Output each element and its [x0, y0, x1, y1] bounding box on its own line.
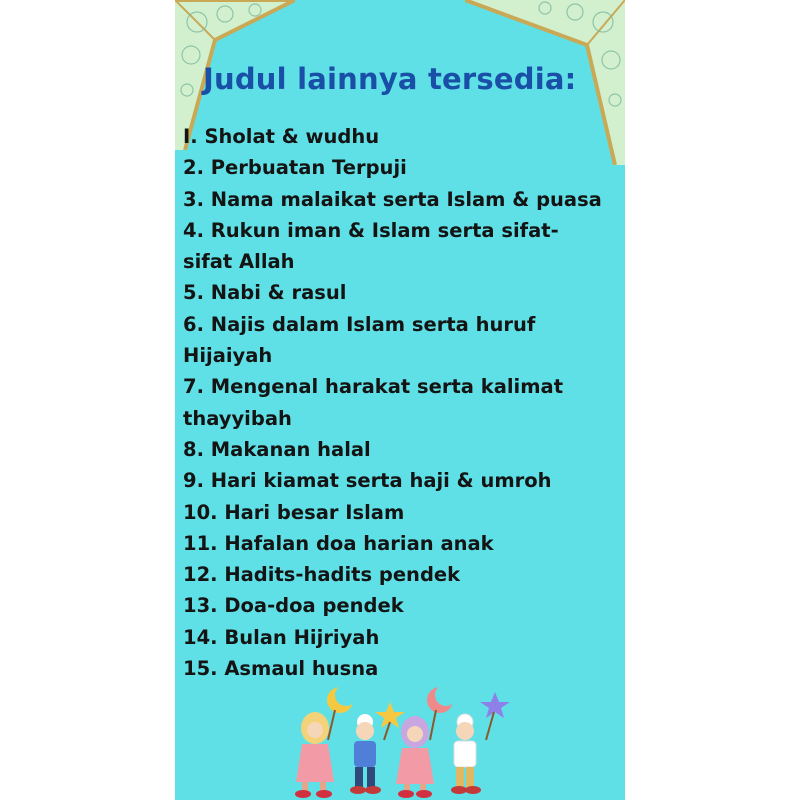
- poster-panel: [175, 0, 625, 800]
- list-item: 6. Najis dalam Islam serta huruf: [183, 312, 536, 336]
- children-celebration-icon: [280, 678, 520, 800]
- list-item: Hijaiyah: [183, 344, 273, 368]
- list-item: 7. Mengenal harakat serta kalimat: [183, 375, 564, 399]
- list-item: 14. Bulan Hijriyah: [183, 625, 380, 649]
- list-item: 8. Makanan halal: [183, 437, 371, 461]
- list-item: 15. Asmaul husna: [183, 657, 379, 681]
- list-item: 10. Hari besar Islam: [183, 500, 405, 524]
- list-item: 13. Doa-doa pendek: [183, 594, 404, 618]
- page-title: Judul lainnya tersedia:: [203, 62, 577, 96]
- list-item: 11. Hafalan doa harian anak: [183, 531, 494, 555]
- list-item: thayyibah: [183, 406, 292, 430]
- list-item: 3. Nama malaikat serta Islam & puasa: [183, 187, 602, 211]
- title-list: [183, 121, 625, 684]
- list-item: I. Sholat & wudhu: [183, 125, 380, 148]
- list-item: 5. Nabi & rasul: [183, 281, 347, 305]
- list-item: 9. Hari kiamat serta haji & umroh: [183, 469, 552, 493]
- list-item: 4. Rukun iman & Islam serta sifat-: [183, 218, 559, 242]
- list-item: 12. Hadits-hadits pendek: [183, 563, 461, 587]
- list-item: 2. Perbuatan Terpuji: [183, 156, 407, 180]
- list-item: sifat Allah: [183, 250, 295, 274]
